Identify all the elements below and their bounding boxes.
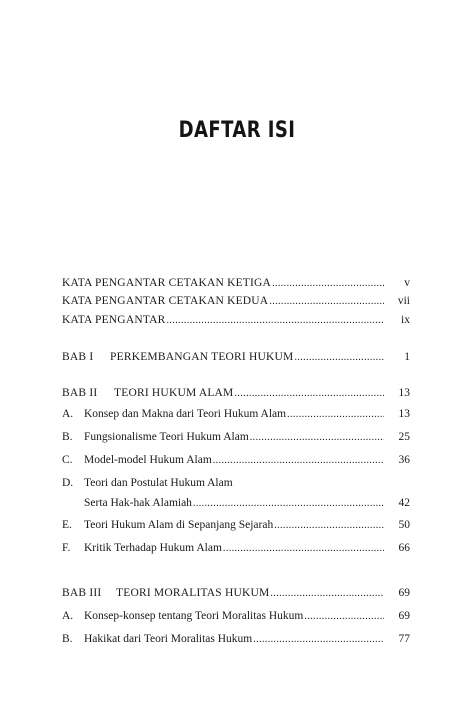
- page-number: ix: [401, 314, 410, 326]
- chapter-label: BAB I: [62, 351, 94, 363]
- toc-entry-text: Fungsionalisme Teori Hukum Alam: [84, 431, 249, 443]
- item-letter: B.: [62, 633, 73, 645]
- leader-dots: [167, 312, 384, 330]
- item-letter: C.: [62, 454, 73, 466]
- leader-dots: [304, 608, 384, 626]
- leader-dots: [270, 585, 384, 603]
- page-number: 69: [398, 610, 410, 622]
- page-title: DAFTAR ISI: [178, 118, 296, 143]
- page-number: 13: [398, 408, 410, 420]
- chapter-entry: [0, 384, 474, 402]
- page-number: v: [404, 277, 410, 289]
- toc-entry: [0, 292, 474, 310]
- leader-dots: [234, 385, 384, 403]
- toc-entry-text: Konsep dan Makna dari Teori Hukum Alam: [84, 408, 287, 420]
- toc-entry-text: Model-model Hukum Alam: [84, 454, 212, 466]
- leader-dots: [274, 517, 384, 535]
- leader-dots: [223, 540, 384, 558]
- toc-entry-text: Teori dan Postulat Hukum Alam: [84, 477, 233, 489]
- chapter-title: PERKEMBANGAN TEORI HUKUM: [110, 351, 294, 363]
- chapter-entry: [0, 584, 474, 602]
- leader-dots: [213, 452, 384, 470]
- toc-entry-text: KATA PENGANTAR: [62, 314, 166, 326]
- chapter-label: BAB II: [62, 387, 98, 399]
- toc-entry: [0, 274, 474, 292]
- toc-subentry: [0, 516, 474, 534]
- page-number: 1: [404, 351, 410, 363]
- toc-entry-text: KATA PENGANTAR CETAKAN KETIGA: [62, 277, 272, 289]
- toc-subentry-line1: [0, 474, 474, 492]
- toc-entry-text: Kritik Terhadap Hukum Alam: [84, 542, 222, 554]
- chapter-label: BAB III: [62, 587, 102, 599]
- item-letter: D.: [62, 477, 74, 489]
- leader-dots: [193, 495, 384, 513]
- leader-dots: [269, 293, 384, 311]
- page-number: 25: [398, 431, 410, 443]
- page-number: 42: [398, 497, 410, 509]
- item-letter: A.: [62, 610, 74, 622]
- leader-dots: [253, 631, 384, 649]
- item-letter: E.: [62, 519, 72, 531]
- toc-entry-text: Konsep-konsep tentang Teori Moralitas Hukum: [84, 610, 304, 622]
- chapter-entry: [0, 348, 474, 366]
- toc-subentry: [0, 539, 474, 557]
- chapter-title: TEORI HUKUM ALAM: [114, 387, 234, 399]
- leader-dots: [250, 429, 384, 447]
- toc-entry-text: Serta Hak-hak Alamiah: [84, 497, 192, 509]
- toc-subentry: [0, 405, 474, 423]
- leader-dots: [287, 406, 384, 424]
- page-number: 50: [398, 519, 410, 531]
- page-number: vii: [397, 295, 410, 307]
- item-letter: A.: [62, 408, 74, 420]
- toc-entry-text: Hakikat dari Teori Moralitas Hukum: [84, 633, 253, 645]
- page-number: 13: [398, 387, 410, 399]
- toc-entry-text: Teori Hukum Alam di Sepanjang Sejarah: [84, 519, 274, 531]
- page-number: 77: [398, 633, 410, 645]
- item-letter: B.: [62, 431, 73, 443]
- item-letter: F.: [62, 542, 71, 554]
- toc-subentry: [0, 630, 474, 648]
- toc-subentry: [0, 607, 474, 625]
- chapter-title: TEORI MORALITAS HUKUM: [116, 587, 270, 599]
- toc-entry-text: KATA PENGANTAR CETAKAN KEDUA: [62, 295, 269, 307]
- toc-subentry: [0, 428, 474, 446]
- toc-subentry: [0, 451, 474, 469]
- page-number: 69: [398, 587, 410, 599]
- toc-subentry-line2: [0, 494, 474, 512]
- leader-dots: [294, 349, 384, 367]
- toc-entry: [0, 311, 474, 329]
- page-number: 66: [398, 542, 410, 554]
- leader-dots: [272, 275, 384, 293]
- page-number: 36: [398, 454, 410, 466]
